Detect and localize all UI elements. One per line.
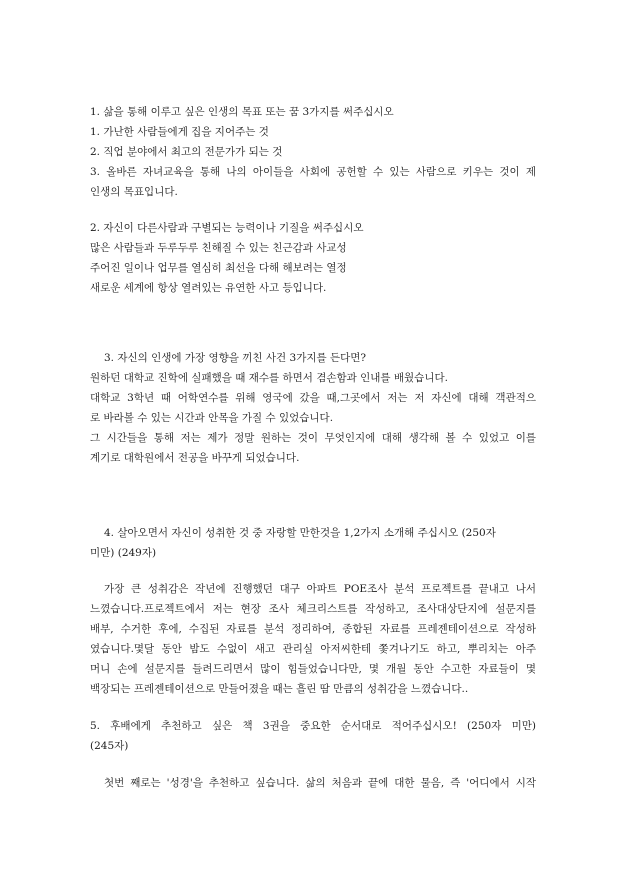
section1-line-3: 3. 올바른 자녀교육을 통해 나의 아이들을 사회에 공헌할 수 있는 사람으로 키우는 것이 제: [90, 166, 536, 178]
section5-question-line-2: (245자): [90, 740, 129, 752]
section4-answer-line-4: 였습니다.몇달 동안 밤도 수없이 새고 관리실 아저씨한테 쫓겨나기도 하고, 뿌리치는 아주: [90, 643, 536, 655]
section3-line-5: 계기로 대학원에서 전공을 바꾸게 되었습니다.: [90, 452, 300, 464]
section1-line-1: 1. 가난한 사람들에게 집을 지어주는 것: [90, 126, 269, 138]
section4-answer-line-5: 머니 손에 설문지를 들려드리면서 많이 힘들었습니다만, 몇 개월 동안 수고한 자료들이 몇: [90, 663, 536, 675]
section5-question-line-1: 5. 후배에게 추천하고 싶은 책 3권을 중요한 순서대로 적어주십시오! (250자 미만): [90, 720, 536, 732]
section1-line-4: 인생의 목표입니다.: [90, 186, 178, 198]
section1-line-2: 2. 직업 분야에서 최고의 전문가가 되는 것: [90, 146, 283, 158]
section2-line-3: 새로운 세계에 항상 열려있는 유연한 사고 등입니다.: [90, 282, 327, 294]
section3-question: 3. 자신의 인생에 가장 영향을 끼친 사건 3가지를 든다면?: [104, 352, 367, 364]
section5-answer-line-1: 첫번 째로는 '성경'을 추천하고 싶습니다. 삶의 처음과 끝에 대한 물음, 즉 '어디에서 시작: [104, 777, 536, 789]
section3-line-1: 원하던 대학교 진학에 실패했을 때 재수를 하면서 겸손함과 인내를 배웠습니다.: [90, 372, 448, 384]
section2-line-2: 주어진 일이나 업무를 열심히 최선을 다해 해보려는 열정: [90, 262, 347, 274]
section3-line-4: 그 시간들을 통해 저는 제가 정말 원하는 것이 무엇인지에 대해 생각해 볼 수 있었고 이를: [90, 432, 536, 444]
section4-answer-line-2: 느꼈습니다.프로젝트에서 저는 현장 조사 체크리스트를 작성하고, 조사대상단지에 설문지를: [90, 603, 536, 615]
section4-question-line-1: 4. 살아오면서 자신이 성취한 것 중 자랑할 만한것을 1,2가지 소개해 주십시오 (250자: [104, 527, 496, 539]
section4-answer-line-6: 백장되는 프레젠테이션으로 만들어졌을 때는 흘린 땀 만큼의 성취감을 느꼈습니다..: [90, 683, 469, 695]
section1-question: 1. 삶을 통해 이루고 싶은 인생의 목표 또는 꿈 3가지를 써주십시오: [90, 106, 394, 118]
section3-line-3: 로 바라볼 수 있는 시간과 안목을 가질 수 있었습니다.: [90, 412, 334, 424]
section4-question-line-2: 미만) (249자): [90, 547, 157, 559]
section4-answer-line-3: 배부, 수거한 후에, 수집된 자료를 분석 정리하여, 종합된 자료를 프레젠테이션으로 작성하: [90, 623, 536, 635]
section2-line-1: 많은 사람들과 두루두루 친해질 수 있는 친근감과 사교성: [90, 242, 347, 254]
section3-line-2: 대학교 3학년 때 어학연수를 위해 영국에 갔을 때,그곳에서 저는 저 자신에 대해 객관적으: [90, 392, 536, 404]
section4-answer-line-1: 가장 큰 성취감은 작년에 진행했던 대구 아파트 POE조사 분석 프로젝트를 끝내고 나서: [104, 583, 536, 595]
section2-question: 2. 자신이 다른사람과 구별되는 능력이나 기질을 써주십시오: [90, 222, 364, 234]
